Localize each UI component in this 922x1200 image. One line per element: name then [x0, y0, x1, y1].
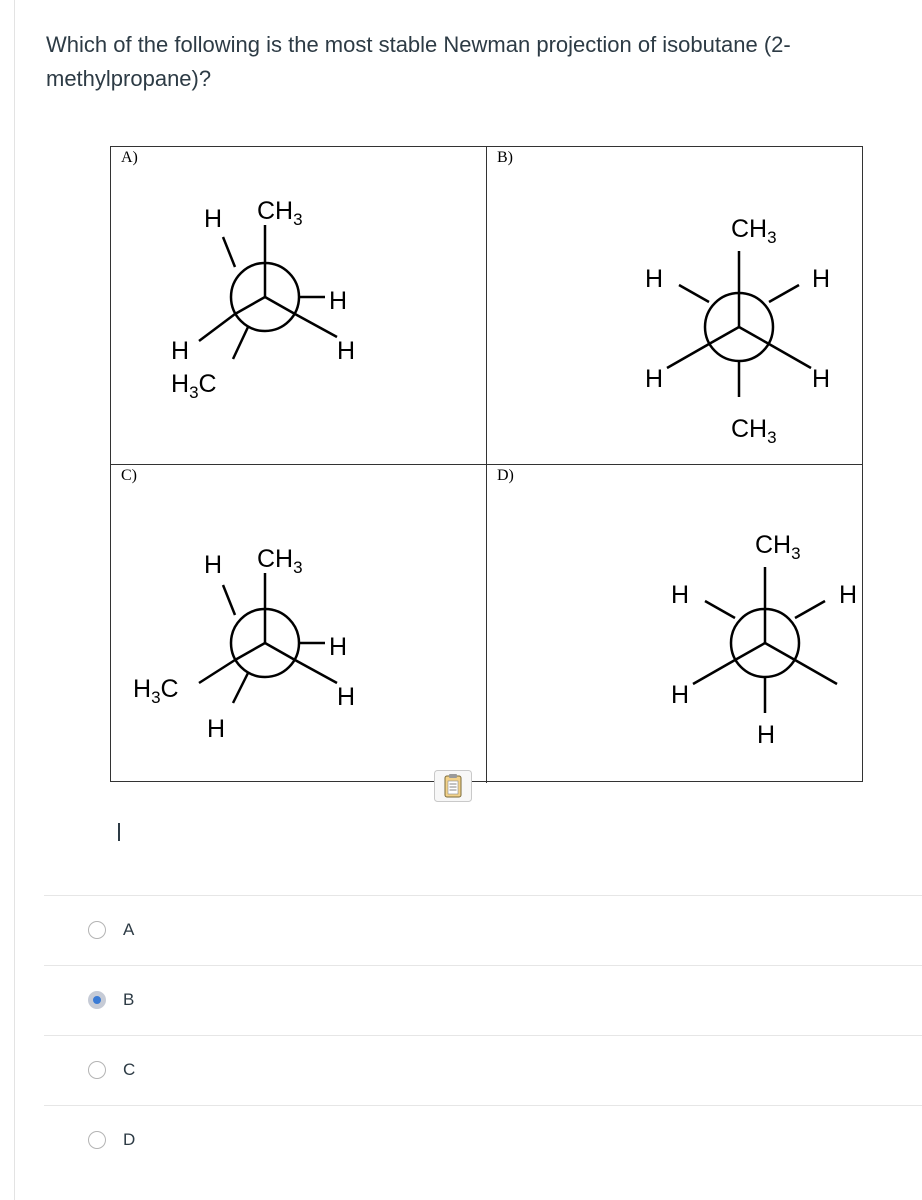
panel-b-ch3-bottom: $CH_3$ — [731, 415, 777, 447]
radio-button-icon[interactable] — [88, 1131, 106, 1149]
panel-b — [487, 147, 863, 465]
panel-a-ch3-top: $CH_3$ — [257, 197, 303, 229]
panel-a-h-right: H — [329, 287, 348, 315]
question-text: Which of the following is the most stable Newman projection of isobutane (2-methylpropane)? — [46, 32, 791, 91]
panel-c-h3c: $H_3C$ — [133, 675, 179, 707]
panel-a-label: A) — [121, 149, 138, 166]
panel-d-h-upper-left: H — [671, 581, 690, 609]
panel-a-h-top: H — [204, 205, 223, 233]
panel-b-drawing — [487, 147, 863, 465]
option-c-label: C — [123, 1060, 136, 1079]
panel-b-ch3-top: $CH_3$ — [731, 215, 777, 247]
option-b[interactable] — [44, 965, 922, 1035]
left-border-rule — [14, 0, 15, 1200]
panel-a — [111, 147, 487, 465]
panel-b-h-upper-right: H — [812, 265, 831, 293]
panel-a-h-right-lower: H — [337, 337, 356, 365]
option-a-label: A — [123, 920, 135, 939]
option-b-label: B — [123, 990, 135, 1009]
clipboard-icon[interactable] — [434, 770, 472, 802]
answer-options — [44, 895, 922, 1175]
option-a[interactable] — [44, 895, 922, 965]
panel-b-h-lower-right: H — [812, 365, 831, 393]
panel-b-h-lower-left: H — [645, 365, 664, 393]
panel-d-h-upper-right: H — [839, 581, 858, 609]
panel-c-h-bottom: H — [207, 715, 226, 743]
panel-c-h-right: H — [329, 633, 348, 661]
panel-d-drawing — [487, 465, 863, 783]
text-cursor — [118, 823, 120, 841]
newman-projection-figure — [110, 146, 863, 782]
panel-a-h3c: $H_3C$ — [171, 370, 217, 402]
panel-c-ch3-top: $CH_3$ — [257, 545, 303, 577]
panel-b-label: B) — [497, 149, 513, 166]
panel-c — [111, 465, 487, 783]
option-d-label: D — [123, 1130, 136, 1149]
radio-button-icon[interactable] — [88, 921, 106, 939]
option-c[interactable] — [44, 1035, 922, 1105]
panel-b-h-upper-left: H — [645, 265, 664, 293]
panel-c-drawing — [111, 465, 487, 783]
panel-c-label: C) — [121, 467, 137, 484]
panel-d-h-bottom: H — [757, 721, 776, 749]
panel-c-h-right-lower: H — [337, 683, 356, 711]
radio-button-icon[interactable] — [88, 1061, 106, 1079]
panel-d-h-lower-left: H — [671, 681, 690, 709]
option-d[interactable] — [44, 1105, 922, 1175]
panel-a-h-left: H — [171, 337, 190, 365]
panel-d — [487, 465, 863, 783]
panel-a-drawing — [111, 147, 487, 465]
panel-d-label: D) — [497, 467, 514, 484]
panel-d-ch3-top: $CH_3$ — [755, 531, 801, 563]
panel-c-h-top: H — [204, 551, 223, 579]
radio-button-icon[interactable] — [88, 991, 106, 1009]
